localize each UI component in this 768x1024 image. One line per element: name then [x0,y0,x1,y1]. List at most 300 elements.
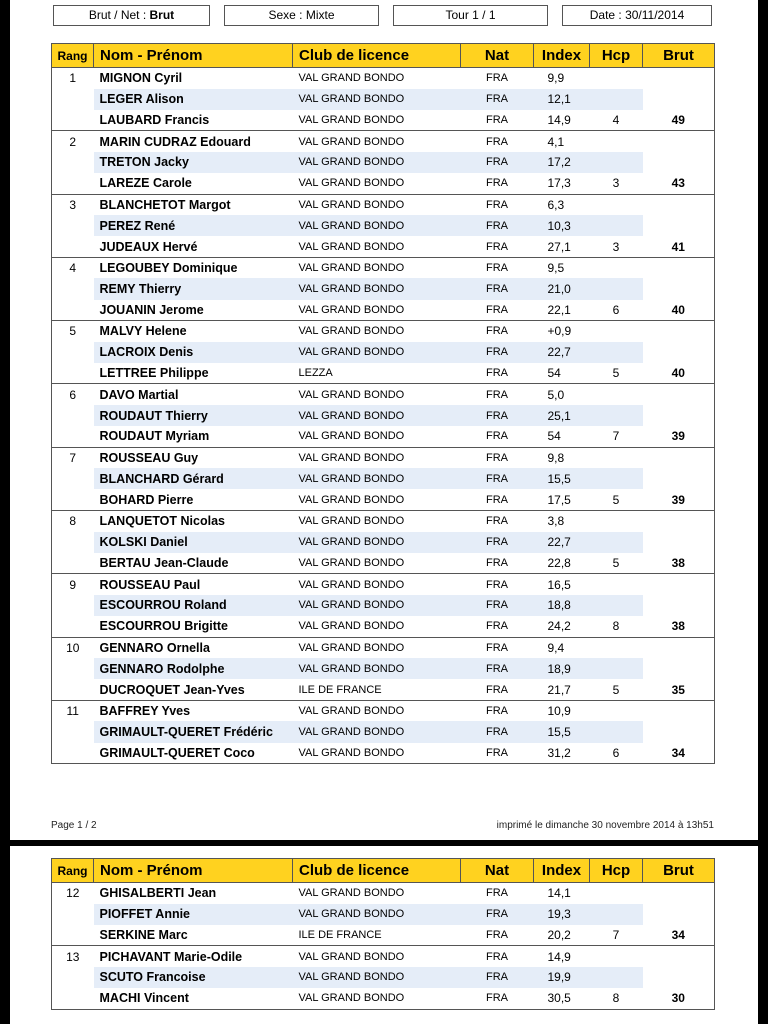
team-hcp [590,131,643,152]
team-hcp: 6 [590,300,643,321]
column-header-hcp: Hcp [590,44,643,68]
table-row [52,152,715,173]
rank-cell [52,679,94,700]
player-name: KOLSKI Daniel [94,532,293,553]
team-brut [643,574,715,595]
table-row [52,278,715,299]
rank-cell [52,925,94,946]
player-nat: FRA [461,637,534,658]
rank-cell [52,595,94,616]
player-name: SERKINE Marc [94,925,293,946]
team-brut: 34 [643,743,715,764]
team-hcp [590,510,643,531]
table-row [52,405,715,426]
player-club: VAL GRAND BONDO [293,426,461,447]
rank-cell: 5 [52,321,94,342]
team-brut: 30 [643,988,715,1009]
player-index: 30,5 [534,988,590,1009]
team-hcp: 3 [590,236,643,257]
team-hcp [590,447,643,468]
player-name: GENNARO Ornella [94,637,293,658]
table-row [52,637,715,658]
player-index: 22,1 [534,300,590,321]
player-club: VAL GRAND BONDO [293,257,461,278]
player-index: 14,9 [534,946,590,967]
team-brut [643,68,715,89]
player-nat: FRA [461,468,534,489]
player-club: VAL GRAND BONDO [293,131,461,152]
rank-cell: 12 [52,883,94,904]
team-hcp: 6 [590,743,643,764]
rank-cell: 6 [52,384,94,405]
player-index: 9,4 [534,637,590,658]
player-index: 9,9 [534,68,590,89]
player-index: 22,8 [534,553,590,574]
player-index: 10,9 [534,700,590,721]
tour-field: Tour 1 / 1 [393,5,548,26]
table-row [52,447,715,468]
table-row [52,89,715,110]
rank-cell [52,363,94,384]
column-header-rang: Rang [52,44,94,68]
player-name: BLANCHETOT Margot [94,194,293,215]
player-club: VAL GRAND BONDO [293,743,461,764]
player-club: ILE DE FRANCE [293,925,461,946]
table-row [52,946,715,967]
team-brut [643,342,715,363]
player-club: VAL GRAND BONDO [293,89,461,110]
team-brut [643,131,715,152]
team-brut [643,89,715,110]
team-hcp [590,321,643,342]
team-brut: 39 [643,489,715,510]
team-brut [643,194,715,215]
rank-cell [52,152,94,173]
player-nat: FRA [461,883,534,904]
player-nat: FRA [461,363,534,384]
team-brut: 39 [643,426,715,447]
table-row [52,68,715,89]
team-brut [643,215,715,236]
table-row [52,489,715,510]
player-nat: FRA [461,89,534,110]
player-name: LEGER Alison [94,89,293,110]
player-index: 24,2 [534,616,590,637]
results-page-2 [10,846,758,1024]
column-header-nom: Nom - Prénom [94,44,293,68]
player-club: VAL GRAND BONDO [293,595,461,616]
team-hcp: 8 [590,616,643,637]
player-name: ESCOURROU Roland [94,595,293,616]
team-hcp [590,700,643,721]
rank-cell [52,236,94,257]
rank-cell [52,658,94,679]
player-nat: FRA [461,152,534,173]
team-brut [643,510,715,531]
team-hcp: 5 [590,679,643,700]
table-row [52,321,715,342]
player-club: VAL GRAND BONDO [293,194,461,215]
table-row [52,173,715,194]
player-index: 17,2 [534,152,590,173]
table-row [52,743,715,764]
player-club: LEZZA [293,363,461,384]
player-name: GRIMAULT-QUERET Coco [94,743,293,764]
team-hcp [590,468,643,489]
player-club: VAL GRAND BONDO [293,637,461,658]
team-brut: 49 [643,110,715,131]
rank-cell [52,89,94,110]
player-name: LEGOUBEY Dominique [94,257,293,278]
team-hcp [590,532,643,553]
player-nat: FRA [461,426,534,447]
player-index: 4,1 [534,131,590,152]
player-index: 31,2 [534,743,590,764]
team-hcp: 4 [590,110,643,131]
team-brut: 41 [643,236,715,257]
team-hcp [590,215,643,236]
rank-cell [52,553,94,574]
player-index: 10,3 [534,215,590,236]
player-club: VAL GRAND BONDO [293,946,461,967]
player-index: 6,3 [534,194,590,215]
player-nat: FRA [461,300,534,321]
team-brut [643,152,715,173]
team-hcp [590,89,643,110]
team-brut [643,904,715,925]
player-nat: FRA [461,532,534,553]
player-name: GHISALBERTI Jean [94,883,293,904]
column-header-index: Index [534,44,590,68]
player-index: 21,0 [534,278,590,299]
player-name: DUCROQUET Jean-Yves [94,679,293,700]
player-club: VAL GRAND BONDO [293,988,461,1009]
player-index: 16,5 [534,574,590,595]
player-club: VAL GRAND BONDO [293,173,461,194]
table-header-row [52,859,715,883]
results-table-body [52,883,715,1010]
rank-cell: 1 [52,68,94,89]
player-club: VAL GRAND BONDO [293,236,461,257]
team-brut: 40 [643,363,715,384]
team-brut [643,595,715,616]
table-row [52,426,715,447]
player-name: JOUANIN Jerome [94,300,293,321]
team-hcp [590,658,643,679]
rank-cell [52,278,94,299]
player-club: VAL GRAND BONDO [293,532,461,553]
player-index: 18,8 [534,595,590,616]
column-header-hcp: Hcp [590,859,643,883]
player-name: ROUDAUT Thierry [94,405,293,426]
team-brut [643,700,715,721]
player-index: 9,5 [534,257,590,278]
player-index: 9,8 [534,447,590,468]
player-club: VAL GRAND BONDO [293,215,461,236]
player-index: 19,3 [534,904,590,925]
player-nat: FRA [461,321,534,342]
table-row [52,363,715,384]
player-name: MACHI Vincent [94,988,293,1009]
table-row [52,510,715,531]
rank-cell [52,489,94,510]
column-header-club: Club de licence [293,859,461,883]
player-name: LAREZE Carole [94,173,293,194]
table-row [52,904,715,925]
player-name: BERTAU Jean-Claude [94,553,293,574]
team-hcp [590,68,643,89]
rank-cell: 10 [52,637,94,658]
rank-cell: 7 [52,447,94,468]
team-hcp: 7 [590,925,643,946]
team-brut [643,405,715,426]
column-header-index: Index [534,859,590,883]
team-brut [643,721,715,742]
player-nat: FRA [461,700,534,721]
team-brut [643,883,715,904]
brut-net-label: Brut / Net : [88,8,147,22]
rank-cell: 13 [52,946,94,967]
player-index: 5,0 [534,384,590,405]
player-nat: FRA [461,946,534,967]
player-name: ESCOURROU Brigitte [94,616,293,637]
team-hcp [590,405,643,426]
brut-net-field [53,5,210,26]
player-index: 3,8 [534,510,590,531]
team-brut [643,257,715,278]
player-name: LETTREE Philippe [94,363,293,384]
player-index: 14,1 [534,883,590,904]
player-club: VAL GRAND BONDO [293,616,461,637]
rank-cell [52,468,94,489]
column-header-rang: Rang [52,859,94,883]
column-header-brut: Brut [643,44,715,68]
player-club: VAL GRAND BONDO [293,405,461,426]
player-name: LANQUETOT Nicolas [94,510,293,531]
player-nat: FRA [461,967,534,988]
team-brut: 40 [643,300,715,321]
rank-cell [52,405,94,426]
player-name: ROUSSEAU Guy [94,447,293,468]
column-header-brut: Brut [643,859,715,883]
team-hcp: 5 [590,489,643,510]
player-index: +0,9 [534,321,590,342]
team-brut: 34 [643,925,715,946]
player-club: VAL GRAND BONDO [293,967,461,988]
player-club: VAL GRAND BONDO [293,700,461,721]
player-name: BAFFREY Yves [94,700,293,721]
rank-cell [52,532,94,553]
player-nat: FRA [461,68,534,89]
table-row [52,988,715,1009]
player-club: VAL GRAND BONDO [293,574,461,595]
team-hcp [590,278,643,299]
table-row [52,883,715,904]
rank-cell [52,743,94,764]
table-row [52,658,715,679]
player-club: VAL GRAND BONDO [293,553,461,574]
player-name: LACROIX Denis [94,342,293,363]
player-club: VAL GRAND BONDO [293,110,461,131]
player-nat: FRA [461,574,534,595]
rank-cell [52,342,94,363]
player-club: VAL GRAND BONDO [293,468,461,489]
table-row [52,595,715,616]
table-row [52,721,715,742]
player-name: BLANCHARD Gérard [94,468,293,489]
player-index: 17,3 [534,173,590,194]
table-row [52,925,715,946]
team-hcp [590,883,643,904]
table-row [52,236,715,257]
rank-cell [52,904,94,925]
brut-net-value: Brut [149,8,175,22]
column-header-nat: Nat [461,859,534,883]
player-index: 15,5 [534,468,590,489]
rank-cell [52,300,94,321]
player-nat: FRA [461,342,534,363]
rank-cell [52,215,94,236]
rank-cell [52,173,94,194]
team-brut [643,278,715,299]
team-hcp [590,574,643,595]
rank-cell [52,967,94,988]
table-header-row [52,44,715,68]
rank-cell [52,721,94,742]
team-hcp [590,384,643,405]
rank-cell: 11 [52,700,94,721]
page-number: Page 1 / 2 [51,820,97,831]
results-table [51,43,715,764]
table-row [52,110,715,131]
player-name: PEREZ René [94,215,293,236]
player-name: GENNARO Rodolphe [94,658,293,679]
player-name: PICHAVANT Marie-Odile [94,946,293,967]
rank-cell: 2 [52,131,94,152]
player-nat: FRA [461,173,534,194]
column-header-nat: Nat [461,44,534,68]
team-hcp [590,967,643,988]
table-row [52,257,715,278]
team-brut [643,321,715,342]
player-index: 54 [534,363,590,384]
player-club: VAL GRAND BONDO [293,721,461,742]
player-name: GRIMAULT-QUERET Frédéric [94,721,293,742]
player-nat: FRA [461,489,534,510]
player-club: VAL GRAND BONDO [293,321,461,342]
player-name: TRETON Jacky [94,152,293,173]
team-hcp [590,637,643,658]
player-name: BOHARD Pierre [94,489,293,510]
player-nat: FRA [461,510,534,531]
player-index: 25,1 [534,405,590,426]
player-name: ROUSSEAU Paul [94,574,293,595]
player-club: VAL GRAND BONDO [293,68,461,89]
player-club: VAL GRAND BONDO [293,152,461,173]
player-index: 22,7 [534,532,590,553]
player-club: VAL GRAND BONDO [293,489,461,510]
player-index: 15,5 [534,721,590,742]
rank-cell [52,988,94,1009]
player-index: 14,9 [534,110,590,131]
rank-cell [52,110,94,131]
rank-cell [52,616,94,637]
player-club: VAL GRAND BONDO [293,510,461,531]
player-nat: FRA [461,278,534,299]
team-hcp [590,904,643,925]
player-nat: FRA [461,988,534,1009]
team-brut [643,468,715,489]
table-row [52,700,715,721]
player-index: 12,1 [534,89,590,110]
player-name: ROUDAUT Myriam [94,426,293,447]
rank-cell: 9 [52,574,94,595]
table-row [52,342,715,363]
column-header-nom: Nom - Prénom [94,859,293,883]
player-nat: FRA [461,447,534,468]
team-hcp [590,257,643,278]
player-nat: FRA [461,904,534,925]
player-name: PIOFFET Annie [94,904,293,925]
team-hcp [590,595,643,616]
team-brut: 43 [643,173,715,194]
player-name: REMY Thierry [94,278,293,299]
player-nat: FRA [461,616,534,637]
rank-cell: 8 [52,510,94,531]
results-table-continued [51,858,715,1010]
player-name: JUDEAUX Hervé [94,236,293,257]
team-brut: 35 [643,679,715,700]
column-header-club: Club de licence [293,44,461,68]
player-nat: FRA [461,743,534,764]
date-field: Date : 30/11/2014 [562,5,712,26]
player-name: SCUTO Francoise [94,967,293,988]
table-row [52,679,715,700]
team-hcp: 8 [590,988,643,1009]
player-index: 27,1 [534,236,590,257]
player-name: MARIN CUDRAZ Edouard [94,131,293,152]
table-row [52,468,715,489]
player-nat: FRA [461,110,534,131]
rank-cell: 3 [52,194,94,215]
player-index: 21,7 [534,679,590,700]
team-hcp [590,342,643,363]
team-hcp [590,946,643,967]
table-row [52,131,715,152]
team-hcp: 7 [590,426,643,447]
team-hcp [590,152,643,173]
player-nat: FRA [461,721,534,742]
player-nat: FRA [461,553,534,574]
player-nat: FRA [461,236,534,257]
player-nat: FRA [461,384,534,405]
player-name: LAUBARD Francis [94,110,293,131]
player-name: DAVO Martial [94,384,293,405]
team-hcp: 3 [590,173,643,194]
team-brut [643,384,715,405]
player-nat: FRA [461,595,534,616]
table-row [52,616,715,637]
player-index: 54 [534,426,590,447]
player-index: 17,5 [534,489,590,510]
player-nat: FRA [461,405,534,426]
table-row [52,215,715,236]
player-index: 19,9 [534,967,590,988]
player-nat: FRA [461,679,534,700]
team-brut [643,447,715,468]
results-table-body [52,68,715,764]
player-nat: FRA [461,925,534,946]
